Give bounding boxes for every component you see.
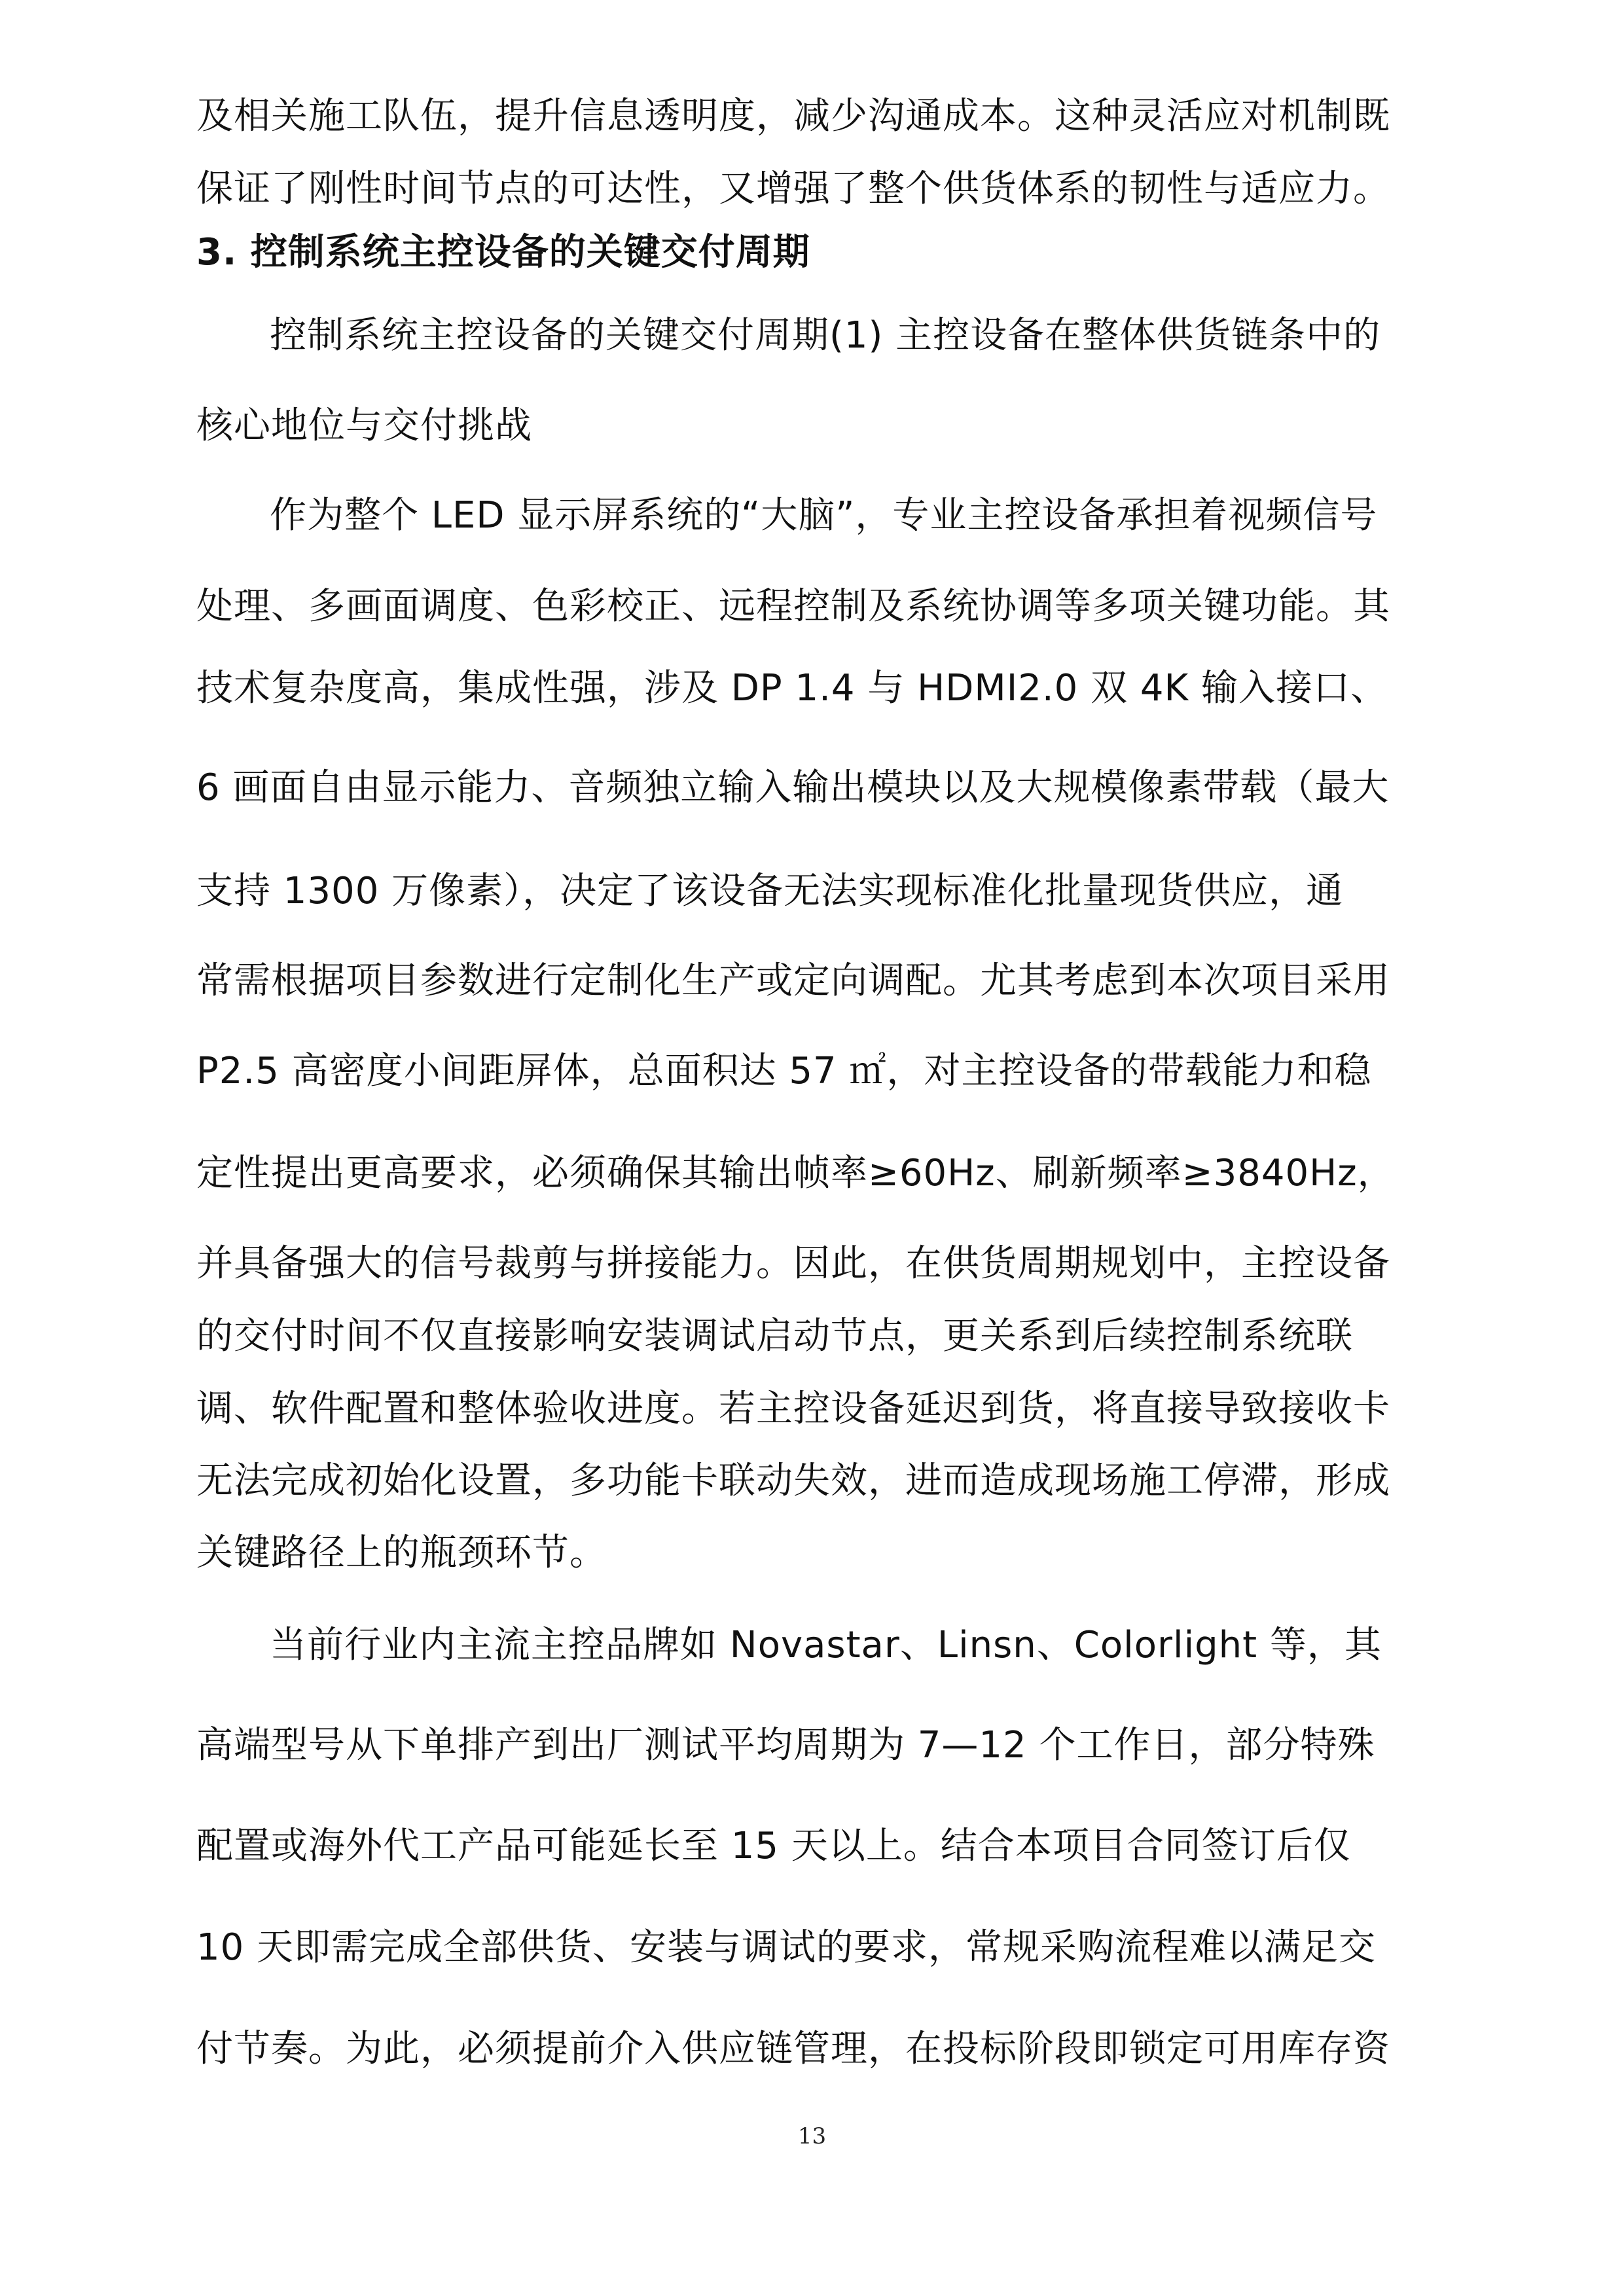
body-text-line: 常需根据项目参数进行定制化生产或定向调配。尤其考虑到本次项目采用 [196,960,1390,1002]
body-text-line: 并具备强大的信号裁剪与拼接能力。因此，在供货周期规划中，主控设备 [196,1242,1390,1285]
body-text-line: 保证了刚性时间节点的可达性，又增强了整个供货体系的韧性与适应力。 [196,168,1390,210]
body-text-line: 调、软件配置和整体验收进度。若主控设备延迟到货，将直接导致接收卡 [196,1388,1390,1430]
body-text-line: 6 画面自由显示能力、音频独立输入输出模块以及大规模像素带载（最大 [196,766,1390,809]
body-text-line: 定性提出更高要求，必须确保其输出帧率≥60Hz、刷新频率≥3840Hz， [196,1152,1395,1194]
body-text-line: 关键路径上的瓶颈环节。 [196,1532,607,1574]
body-text-line: 核心地位与交付挑战 [196,404,532,447]
body-text-line: 处理、多画面调度、色彩校正、远程控制及系统协调等多项关键功能。其 [196,585,1390,628]
body-text-line: 付节奏。为此，必须提前介入供应链管理，在投标阶段即锁定可用库存资 [196,2028,1390,2070]
body-text-line: 高端型号从下单排产到出厂测试平均周期为 7—12 个工作日，部分特殊 [196,1724,1375,1767]
body-text-line: 无法完成初始化设置，多功能卡联动失效，进而造成现场施工停滞，形成 [196,1460,1390,1502]
body-text-line: 作为整个 LED 显示屏系统的“大脑”，专业主控设备承担着视频信号 [270,494,1378,537]
body-text-line: P2.5 高密度小间距屏体，总面积达 57 ㎡，对主控设备的带载能力和稳 [196,1050,1372,1092]
body-text-line: 配置或海外代工产品可能延长至 15 天以上。结合本项目合同签订后仅 [196,1825,1351,1867]
page-number: 13 [797,2123,827,2149]
body-text-line: 的交付时间不仅直接影响安装调试启动节点，更关系到后续控制系统联 [196,1315,1353,1357]
body-text-line: 及相关施工队伍，提升信息透明度，减少沟通成本。这种灵活应对机制既 [196,95,1390,137]
body-text-line: 控制系统主控设备的关键交付周期(1) 主控设备在整体供货链条中的 [270,314,1381,357]
body-text-line: 支持 1300 万像素），决定了该设备无法实现标准化批量现货供应，通 [196,870,1344,912]
body-text-line: 10 天即需完成全部供货、安装与调试的要求，常规采购流程难以满足交 [196,1926,1377,1969]
body-text-line: 当前行业内主流主控品牌如 Novastar、Linsn、Colorlight 等，其 [270,1624,1382,1666]
body-text-line: 技术复杂度高，集成性强，涉及 DP 1.4 与 HDMI2.0 双 4K 输入接口、 [196,667,1388,709]
section-heading: 3. 控制系统主控设备的关键交付周期 [196,231,810,274]
